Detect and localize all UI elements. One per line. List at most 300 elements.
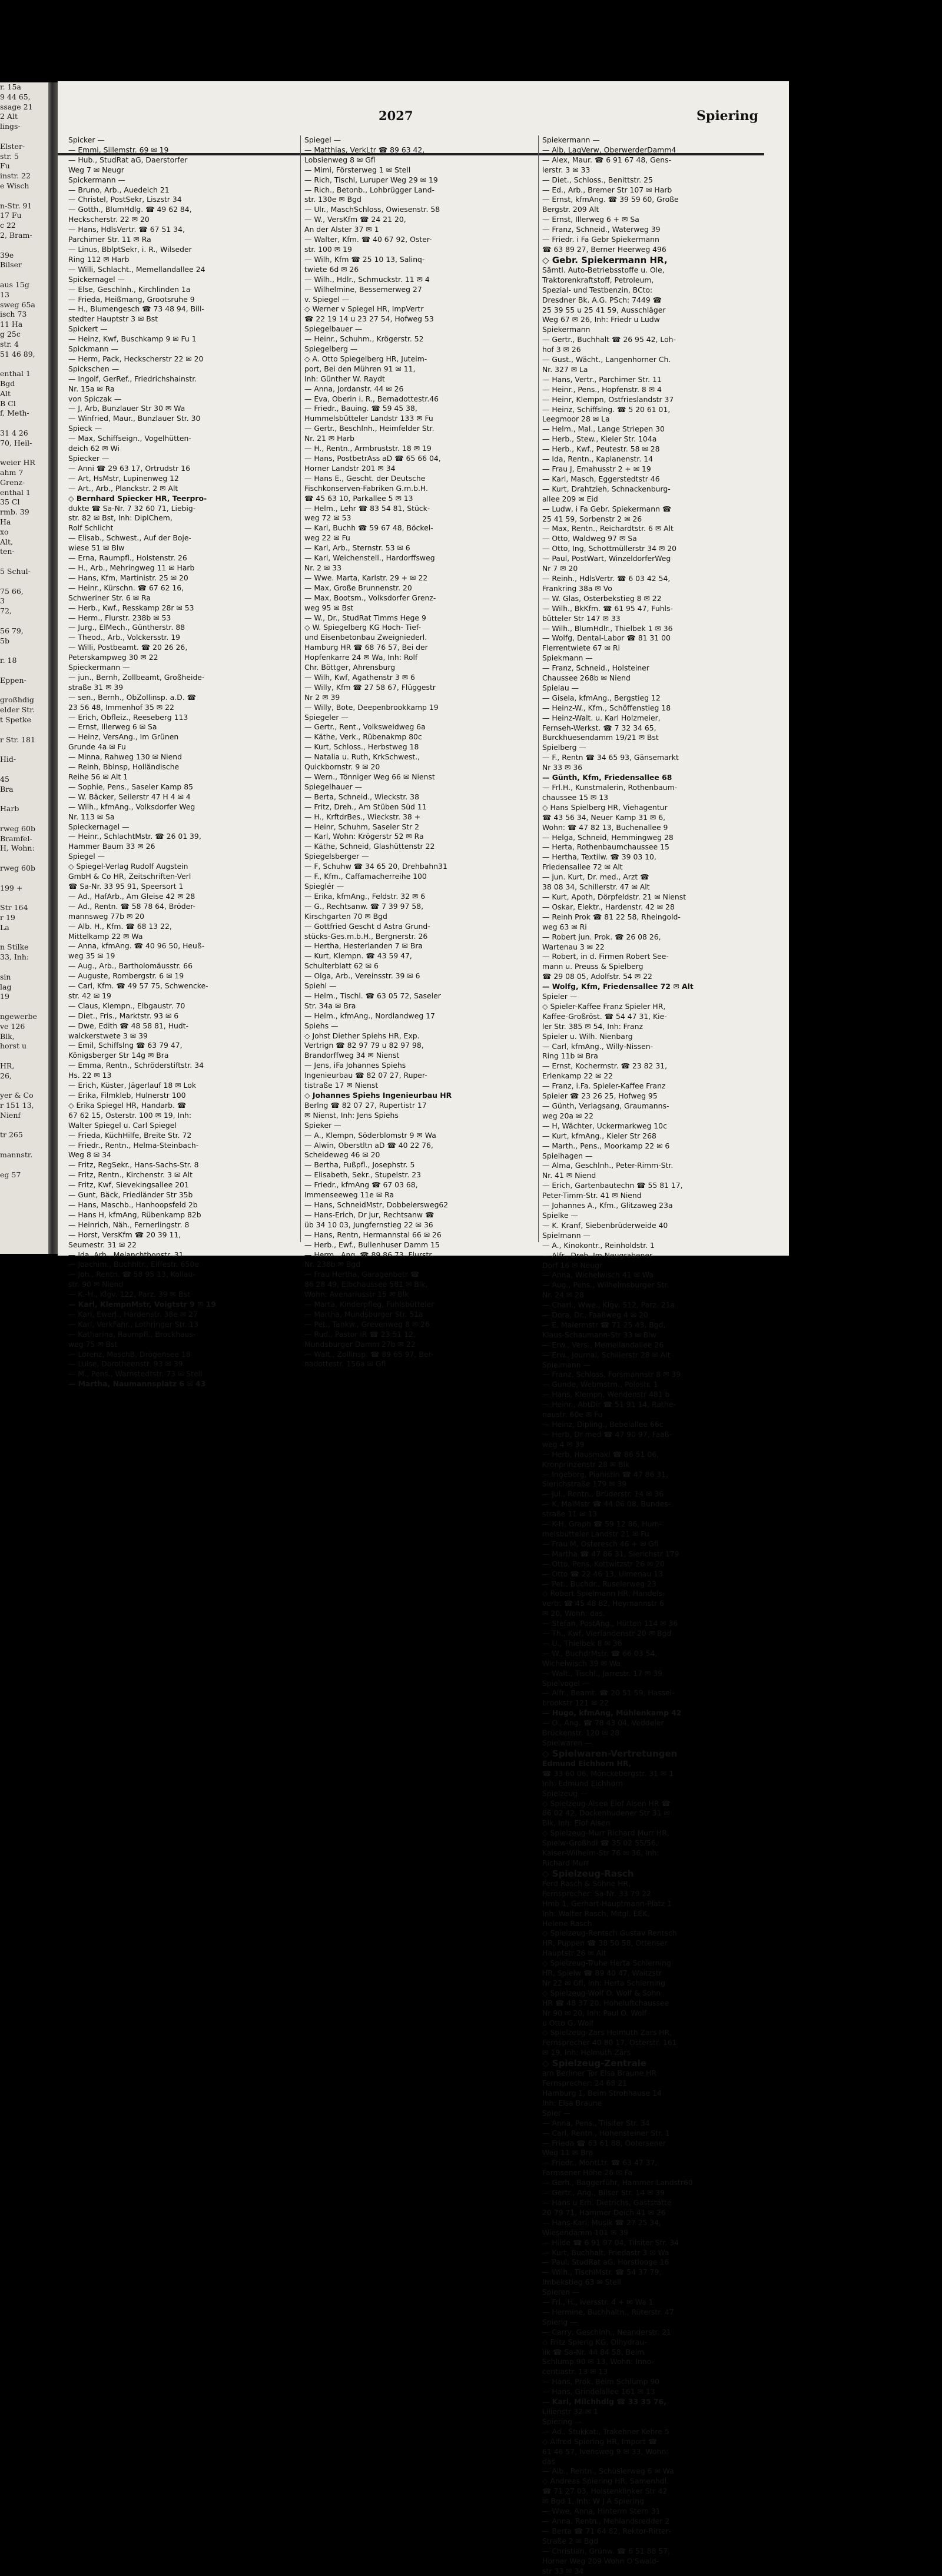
- directory-entry: Nr. 113 ✉ Sa: [68, 812, 292, 822]
- directory-entry: — Heinr., Pens., Hopfenstr. 8 ✉ 4: [542, 385, 772, 395]
- directory-entry: — Martha, Naumannsplatz 6 ✉ 43: [68, 1379, 292, 1389]
- directory-entry: Lobsienweg 8 ✉ Gfl: [304, 155, 534, 165]
- facing-page-fragment: 75 66,: [0, 587, 48, 597]
- facing-page-fragment: 17 Fu: [0, 211, 48, 221]
- facing-page-fragment: xo: [0, 527, 48, 537]
- directory-entry: Spickschen —: [68, 364, 292, 374]
- directory-entry: ◇ Spiegel-Verlag Rudolf Augstein: [68, 862, 292, 872]
- directory-entry: — Günth, Verlagsang, Graumanns-: [542, 1101, 772, 1111]
- directory-entry: — Hans, Klempn, Wendenstr 481 b: [542, 1390, 772, 1400]
- directory-entry: Sämtl. Auto-Betriebsstoffe u. Ole,: [542, 265, 772, 275]
- directory-entry: — Alb., Rentn., Schüslerweg 6 ✉ Wa: [542, 2467, 772, 2477]
- directory-entry: — Alb. H., Kfm. ☎ 68 13 22,: [68, 922, 292, 932]
- directory-entry: — Wwe. Marta, Karlstr. 29 + ✉ 22: [304, 573, 534, 583]
- directory-entry: — Ad., HafArb., Am Gleise 42 ✉ 28: [68, 892, 292, 902]
- directory-entry: — Ulr., MaschSchloss, Owiesenstr. 58: [304, 205, 534, 215]
- directory-entry: — A., Klempn, Söderblomstr 9 ✉ Wa: [304, 1131, 534, 1141]
- directory-entry: — Art., Arb., Planckstr. 2 ✉ Alt: [68, 484, 292, 494]
- running-head: Spiering: [696, 108, 758, 124]
- directory-entry: dukte ☎ Sa-Nr. 7 32 60 71, Liebig-: [68, 504, 292, 514]
- directory-entry: — Walt., Zollinsp. ☎ 89 65 97, Ber-: [304, 1350, 534, 1360]
- directory-entry: Lilienstr 32 ✉ 1: [542, 2407, 772, 2417]
- directory-entry: — Elisab., Schwest., Auf der Boje-: [68, 533, 292, 543]
- directory-entry: — Anna, Pens., Tilsiter Str. 34: [542, 2119, 772, 2129]
- directory-entry: — K, MalMstr ☎ 44 06 08, Bundes-: [542, 1499, 772, 1509]
- directory-entry: Ring 11b ✉ Bra: [542, 1051, 772, 1061]
- directory-entry: — Kurt, Klempn. ☎ 43 59 47,: [304, 951, 534, 961]
- directory-entry: — M., Pens., Warnstedtstr. 73 ✉ Stell: [68, 1369, 292, 1379]
- directory-entry: Horner Landstr 201 ✉ 34: [304, 464, 534, 474]
- directory-entry: — H., Blumengesch ☎ 73 48 94, Bill-: [68, 304, 292, 314]
- directory-entry: bütteler Str 147 ✉ 33: [542, 614, 772, 624]
- directory-entry: — Wilh., Hdlr., Schmuckstr. 11 ✉ 4: [304, 275, 534, 285]
- directory-entry: — W., Dr., StudRat Timms Hege 9: [304, 613, 534, 623]
- directory-entry: — Kurt, Buchhalt, Friedastr 3 ✉ Wa: [542, 2248, 772, 2258]
- directory-entry: Vertrign ☎ 82 97 79 u 82 97 98,: [304, 1041, 534, 1051]
- directory-entry: — Claus, Klempn., Elbgaustr. 70: [68, 1001, 292, 1011]
- directory-entry: Hamburg HR ☎ 68 76 57, Bei der: [304, 643, 534, 653]
- directory-entry: Chr. Böttger, Ahrensburg: [304, 663, 534, 673]
- directory-entry: — Ingeborg, Pianistin ☎ 47 86 31,: [542, 1470, 772, 1480]
- directory-entry: — Wilh., kfmAng., Volksdorfer Weg: [68, 802, 292, 812]
- directory-entry: — Wilhelmine, Bessemerweg 27: [304, 285, 534, 295]
- directory-entry: — Hans, Grindelallee 161 ✉ 13: [542, 2387, 772, 2397]
- directory-entry: Helene Rasch: [542, 1919, 772, 1929]
- facing-page-fragment: Hid-: [0, 755, 48, 765]
- directory-entry: Nr. 21 ✉ Harb: [304, 434, 534, 444]
- directory-entry: Spiecker —: [68, 454, 292, 464]
- directory-entry: — Frl.H., Kunstmalerin, Rothenbaum-: [542, 783, 772, 793]
- facing-page-fragment: Alt,: [0, 537, 48, 547]
- facing-page-fragment: Harb: [0, 804, 48, 814]
- directory-entry: — Willi, Schlacht., Memellandallee 24: [68, 265, 292, 275]
- directory-entry: — W., VersKfm ☎ 24 21 20,: [304, 215, 534, 225]
- column-1: [68, 135, 292, 1242]
- facing-page-fragment: [0, 962, 48, 972]
- directory-entry: — Hans E., Gescht. der Deutsche: [304, 474, 534, 484]
- directory-entry: Spieler u. Wilh. Nienbarg: [542, 1032, 772, 1042]
- directory-entry: — K-H, Graph ☎ 59 12 86, Hum-: [542, 1519, 772, 1529]
- directory-entry: Burckhuesendamm 19/21 ✉ Bst: [542, 733, 772, 743]
- scanner-background: [789, 0, 942, 1282]
- directory-entry: — Heinrich, Näh., Fernerlingstr. 8: [68, 1220, 292, 1230]
- directory-entry: Farmsener Höhe 26 ✉ Fa: [542, 2168, 772, 2178]
- directory-entry: allee 209 ✉ Eid: [542, 494, 772, 504]
- directory-entry: — Emil, Schiffslng ☎ 63 79 47,: [68, 1041, 292, 1051]
- directory-entry: — Else, Geschlnh., Kirchlinden 1a: [68, 285, 292, 295]
- directory-entry: — Gunt, Bäck, Friedländer Str 35b: [68, 1190, 292, 1200]
- directory-entry: str 33 ✉ 34: [542, 2567, 772, 2576]
- directory-entry: — Emmi, Sillemstr. 69 ✉ 19: [68, 145, 292, 155]
- facing-page-fragment: 5 Schul-: [0, 567, 48, 577]
- directory-entry: v. Spiegel —: [304, 295, 534, 305]
- facing-page-fragment: großhdig: [0, 695, 48, 705]
- directory-entry: Spiegelsberger —: [304, 852, 534, 862]
- directory-entry: — Frau M, Osteresch 46 + ✉ Gfl: [542, 1539, 772, 1549]
- directory-entry: ◇ Spielzeug-Murr Richard Murr HR,: [542, 1828, 772, 1838]
- directory-entry: — Friedr., Rentn., Helma-Steinbach-: [68, 1141, 292, 1151]
- directory-entry: ☎ 71 27 03, Holstenklinker Str 42: [542, 2487, 772, 2497]
- directory-entry: Weg 11 ✉ Bra: [542, 2148, 772, 2158]
- facing-page-fragment: e Wisch: [0, 181, 48, 191]
- directory-entry: — Herb., Stew., Kieler Str. 104a: [542, 434, 772, 444]
- directory-entry: Chaussee 268b ✉ Niend: [542, 673, 772, 683]
- facing-page-fragment: 26,: [0, 1071, 48, 1081]
- directory-entry: Sierichstraße 179 ✉ 39: [542, 1479, 772, 1489]
- directory-entry: — Rich, Tischl, Luruper Weg 29 ✉ 19: [304, 175, 534, 185]
- facing-page-fragment: f, Meth-: [0, 409, 48, 419]
- directory-entry: und Eisenbetonbau Zweigniederl.: [304, 633, 534, 643]
- facing-page-fragment: [0, 241, 48, 251]
- facing-page-fragment: 9 44 65,: [0, 92, 48, 102]
- directory-entry: Spickermann —: [68, 175, 292, 185]
- directory-entry: GmbH & Co HR, Zeitschriften-Verl: [68, 872, 292, 882]
- directory-entry: Ingenieurbau ☎ 82 07 27, Ruper-: [304, 1071, 534, 1081]
- directory-entry: ☎ 33 60 06, Mönckebergstr. 31 ✉ 1: [542, 1769, 772, 1779]
- directory-entry: ◇ Spielzeug-Truhe Herta Schierning: [542, 1958, 772, 1968]
- directory-entry: Ferd Rasch & Söhne HR,: [542, 1879, 772, 1889]
- directory-entry: — Joh., Rentn. ☎ 58 95 13, Kollau-: [68, 1270, 292, 1280]
- directory-entry: Spielw-Großhdl ☎ 35 02 55/56,: [542, 1838, 772, 1848]
- directory-entry: — Christel, PostSekr, Liszstr 34: [68, 195, 292, 205]
- directory-entry: Hamburg 1, Beim Strohhause 14: [542, 2089, 772, 2099]
- directory-entry: — Pet., Tankw., Grevenweg 8 ✉ 26: [304, 1320, 534, 1330]
- page-number: 2027: [379, 108, 413, 123]
- directory-entry: — Paul, StudRat aG, Horstlooge 16: [542, 2258, 772, 2268]
- directory-entry: — Linus, BblptSekr, i. R., Wilseder: [68, 245, 292, 255]
- directory-entry: Inh: Edmund Eichhorn: [542, 1779, 772, 1789]
- directory-entry: — O., Ang. ☎ 78 43 04, Veddeler: [542, 1718, 772, 1728]
- facing-page-fragment: 51 46 89,: [0, 350, 48, 360]
- directory-entry: Nr. 24 ✉ 28: [542, 1290, 772, 1300]
- directory-entry: — Heinr., AbtDir ☎ 51 91 14, Rathe-: [542, 1400, 772, 1410]
- directory-entry: — Reinh Prok ☎ 81 22 58, Rheingold-: [542, 912, 772, 922]
- facing-page-fragment: [0, 794, 48, 804]
- facing-page-fragment: [0, 666, 48, 676]
- directory-entry: — Berta ☎ 71 64 82, Rektor-Ritter-: [542, 2527, 772, 2537]
- directory-entry: ✉ Nienst, Inh: Jens Spiehs: [304, 1111, 534, 1121]
- facing-page-fragment: elder Str.: [0, 705, 48, 715]
- directory-entry: Blk, Inh: Elof Alsen: [542, 1818, 772, 1828]
- facing-page-fragment: 5b: [0, 636, 48, 646]
- directory-entry: — Anni ☎ 29 63 17, Ortrudstr 16: [68, 464, 292, 474]
- directory-entry: Friedensallee 72 ✉ Alt: [542, 862, 772, 872]
- directory-entry: — Ernst, kfmAng. ☎ 39 59 60, Große: [542, 195, 772, 205]
- facing-page-fragment: ahm 7: [0, 468, 48, 478]
- directory-entry: — Ernst, Illerweg 6 + ✉ Sa: [542, 215, 772, 225]
- facing-page-fragment: 13: [0, 290, 48, 300]
- directory-entry: — Wolfg, Dental-Labor ☎ 81 31 00: [542, 633, 772, 643]
- directory-entry: — Karl, Weichenstell., Hardorffsweg: [304, 553, 534, 563]
- directory-entry: — U., Thielbek 8 ✉ 36: [542, 1639, 772, 1649]
- directory-entry: — Herb., Kwf., Peutestr. 58 ✉ 28: [542, 444, 772, 454]
- directory-entry: — Alfr., Dreh, Im Neugrabener: [542, 1251, 772, 1261]
- facing-page-fragment: Fu: [0, 161, 48, 171]
- directory-entry: HR ☎ 48 37 20, Hoheluftchaussee: [542, 1999, 772, 2009]
- facing-page-fragment: Bgd: [0, 379, 48, 389]
- directory-entry: — Heinr., SchlachtMstr. ☎ 26 01 39,: [68, 832, 292, 842]
- facing-page-fragment: 199 +: [0, 884, 48, 894]
- directory-entry: Spieker —: [304, 1121, 534, 1131]
- directory-entry: Fernsprecher: 24 68 21: [542, 2079, 772, 2089]
- directory-entry: — Karl, Ewerl., Hardenstr. 38e ✉ 27: [68, 1310, 292, 1320]
- directory-entry: — Herb, Dr med ☎ 47 90 97, Faaß-: [542, 1430, 772, 1440]
- directory-entry: — Friedr. i Fa Gebr Spiekermann: [542, 235, 772, 245]
- facing-page-fragment: Elster-: [0, 142, 48, 152]
- facing-page-fragment: [0, 646, 48, 656]
- directory-entry: — Heinr., Schuhm., Krögerstr. 52: [304, 334, 534, 344]
- facing-page-fragment: Bra: [0, 785, 48, 795]
- directory-entry: — Helm., Tischl. ☎ 63 05 72, Saseler: [304, 991, 534, 1001]
- directory-entry: — Hans, Maschb., Hanhoopsfeld 2b: [68, 1200, 292, 1210]
- directory-entry: Spieck —: [68, 424, 292, 434]
- directory-entry: — Ernst, Illerweg 6 ✉ Sa: [68, 722, 292, 732]
- directory-entry: — Minna, Rahweg 130 ✉ Niend: [68, 752, 292, 762]
- directory-entry: — Hans, Prok. Beim Schlump 90: [542, 2377, 772, 2387]
- directory-entry: — Franz, Schneid., Holsteiner: [542, 663, 772, 673]
- facing-page-fragment: 39e: [0, 251, 48, 261]
- directory-entry: — Otto, Ing, Schottmüllerstr 34 ✉ 20: [542, 544, 772, 554]
- facing-page-fragment: Bramfel-: [0, 834, 48, 844]
- directory-entry: — Oskar, Elektr., Hardenstr. 42 ✉ 28: [542, 902, 772, 912]
- directory-entry: — Herta, Rothenbaumchaussee 15: [542, 842, 772, 852]
- facing-page-fragment: eg 57: [0, 1170, 48, 1180]
- directory-entry: ◇ A. Otto Spiegelberg HR, Juteim-: [304, 354, 534, 364]
- directory-entry: straße 11 ✉ 13: [542, 1509, 772, 1519]
- facing-page-fragment: sin: [0, 972, 48, 982]
- directory-entry: — Franz, i.Fa. Spieler-Kaffee Franz: [542, 1081, 772, 1091]
- facing-page-fragment: r. 18: [0, 656, 48, 666]
- directory-entry: Nr. 238b ✉ Bgd: [304, 1260, 534, 1270]
- directory-entry: — Herb, Hausmakl ☎ 86 51 06,: [542, 1450, 772, 1460]
- directory-entry: ☎ 63 89 27, Berner Heerweg 496: [542, 245, 772, 255]
- directory-entry: — Diet., Fris., Marktstr. 93 ✉ 6: [68, 1011, 292, 1021]
- facing-page-fragment: ve 126: [0, 1022, 48, 1032]
- directory-entry: str. 100 ✉ 19: [304, 245, 534, 255]
- column-2: [300, 135, 534, 1242]
- directory-entry: — A., Kinokontr., Reinholdstr. 1: [542, 1241, 772, 1251]
- directory-entry: Mittelkamp 22 ✉ Wa: [68, 932, 292, 942]
- directory-entry: — Hugo, kfmAng, Mühlenkamp 42: [542, 1708, 772, 1718]
- facing-page-fragment: 2 Alt: [0, 112, 48, 122]
- directory-entry: — Walter, Kfm. ☎ 40 67 92, Oster-: [304, 235, 534, 245]
- directory-entry: Wohn: Avenariusstr 15 ✉ Blk: [304, 1290, 534, 1300]
- directory-entry: Klaus-Schaumann-Str 33 ✉ Blw: [542, 1330, 772, 1340]
- directory-entry: Dresdner Bk. A.G. PSch: 7449 ☎: [542, 296, 772, 306]
- directory-entry: — K.-H., Klgv. 122, Parz. 39 ✉ Bst: [68, 1290, 292, 1300]
- directory-entry: Peter-Timm-Str. 41 ✉ Niend: [542, 1191, 772, 1201]
- facing-page-fragment: 33, Inh:: [0, 952, 48, 962]
- directory-entry: Schlump 90 ✉ 13, Wohn: Inno-: [542, 2357, 772, 2367]
- directory-entry: — Max, Bootsm., Volksdorfer Grenz-: [304, 593, 534, 603]
- directory-entry: — Katharina, Raumpfl., Brockhaus-: [68, 1330, 292, 1340]
- directory-entry: — Heinr, Klempn, Ostfrieslandstr 37: [542, 395, 772, 405]
- directory-entry: Quickbornstr. 9 ✉ 20: [304, 762, 534, 772]
- directory-entry: — Wilh, Kfm ☎ 25 10 13, Salinq-: [304, 255, 534, 265]
- directory-entry: — Gisela, kfmAng., Bergstieg 12: [542, 693, 772, 703]
- directory-entry: — Jurg., ElMech., Güntherstr. 88: [68, 623, 292, 633]
- directory-entry: — Hans, HdlsVertr. ☎ 67 51 34,: [68, 225, 292, 235]
- directory-entry: ✉ 19, Inh: Helmuth Zars: [542, 2048, 772, 2058]
- directory-entry: ◇ Alfred Spiering HR, Import ☎: [542, 2437, 772, 2447]
- facing-page-fragment: Bilser: [0, 260, 48, 270]
- facing-page-fragment: 3: [0, 596, 48, 606]
- directory-entry: Walter Spiegel u. Carl Spiegel: [68, 1121, 292, 1131]
- directory-entry: — W. Bäcker, Seilerstr 47 H 4 ✉ 4: [68, 792, 292, 802]
- directory-entry: — Franz, Schneid., Waterweg 39: [542, 225, 772, 235]
- facing-page-fragment: [0, 893, 48, 903]
- facing-page-fragment: tr 265: [0, 1130, 48, 1140]
- directory-entry: — Johannes A., Kfm., Glitzaweg 23a: [542, 1201, 772, 1211]
- directory-entry: — Dora, Dr., Faaßweg 4 ✉ 20: [542, 1310, 772, 1320]
- directory-entry: str. 130e ✉ Bgd: [304, 195, 534, 205]
- directory-entry: — Berta, Schneid., Wieckstr. 38: [304, 792, 534, 802]
- directory-entry: — Theod., Arb., Volckersstr. 19: [68, 633, 292, 643]
- directory-entry: — Otto ☎ 22 46 13, Ulmenau 13: [542, 1569, 772, 1579]
- directory-entry: Spiekmann —: [542, 653, 772, 663]
- directory-entry: Fernsprecher 40 80 17, Osterstr. 161: [542, 2038, 772, 2048]
- facing-page-fragment: 11 Ha: [0, 320, 48, 330]
- directory-entry: Berlng ☎ 82 07 27, Rupertistr 17: [304, 1101, 534, 1111]
- directory-entry: — Horst, VersKfm ☎ 20 39 11,: [68, 1230, 292, 1240]
- directory-entry: — Kurt, kfmAng., Kieler Str 268: [542, 1131, 772, 1141]
- directory-entry: Spiegelberg —: [304, 344, 534, 354]
- directory-entry: An der Alster 37 ✉ 1: [304, 225, 534, 235]
- directory-entry: — Ed., Arb., Bremer Str 107 ✉ Harb: [542, 185, 772, 195]
- directory-entry: Ring 112 ✉ Harb: [68, 255, 292, 265]
- directory-entry: — Otto, Pens, Kottwitzstr 26 ✉ 20: [542, 1559, 772, 1569]
- directory-entry: stedter Hauptstr 3 ✉ Bst: [68, 314, 292, 324]
- directory-entry: — Sophie, Pens., Saseler Kamp 85: [68, 782, 292, 792]
- directory-entry: — Art, HsMstr, Lupinenweg 12: [68, 474, 292, 484]
- directory-entry: Spickert —: [68, 324, 292, 334]
- directory-entry: — H., Rentn., Armbruststr. 18 ✉ 19: [304, 444, 534, 454]
- facing-page-fragment: [0, 1121, 48, 1131]
- directory-entry: — Ad., Rentn. ☎ 58 78 64, Bröder-: [68, 902, 292, 912]
- directory-entry: — Frau Hertha, Garagenbetr ☎: [304, 1270, 534, 1280]
- directory-entry: naustr. 60e ✉ Fu: [542, 1410, 772, 1420]
- directory-entry: Spielzeug —: [542, 1789, 772, 1799]
- directory-entry: twiete 6d ✉ 26: [304, 265, 534, 275]
- directory-entry: — H., Arb., Mehringweg 11 ✉ Harb: [68, 563, 292, 573]
- column-3: [538, 135, 772, 1242]
- facing-page-fragment: Grenz-: [0, 478, 48, 488]
- directory-entry: Nr. 41 ✉ Niend: [542, 1171, 772, 1181]
- directory-entry: 38 08 34, Schillerstr. 47 ✉ Alt: [542, 882, 772, 892]
- directory-entry: weg 4 ✉ 39: [542, 1440, 772, 1450]
- directory-entry: Nr. 15a ✉ Ra: [68, 384, 292, 394]
- directory-entry: — Eva, Oberin i. R., Bernadottestr.46: [304, 394, 534, 404]
- directory-entry: Nr 7 ✉ 20: [542, 564, 772, 574]
- directory-entry: — Gerh., Baggerführ, Hammer Landstr60: [542, 2178, 772, 2188]
- facing-page-fragment: La: [0, 923, 48, 933]
- directory-entry: — Emma, Rentn., Schröderstiftstr. 34: [68, 1061, 292, 1071]
- directory-entry: weg 63 ✉ Ri: [542, 922, 772, 932]
- facing-page-fragment: ssage 21: [0, 102, 48, 112]
- directory-entry: ◇ Hans Spielberg HR, Viehagentur: [542, 803, 772, 813]
- directory-entry: ☎ 22 19 14 u 23 27 54, Hofweg 53: [304, 314, 534, 324]
- directory-entry: 86 02 42, Dockenhudener Str 31 ✉: [542, 1808, 772, 1818]
- directory-entry: ◇ Spielzeug-Rentsch Gustav Rentsch: [542, 1928, 772, 1938]
- facing-page-fragment: [0, 1081, 48, 1091]
- facing-page-fragment: lag: [0, 982, 48, 992]
- directory-entry: ◇ Robert Spielmann HR, Handels-: [542, 1589, 772, 1599]
- facing-page-fragment: [0, 1051, 48, 1061]
- facing-page-fragment: r 151 13,: [0, 1101, 48, 1111]
- directory-entry: Edmund Eichhorn HR,: [542, 1759, 772, 1769]
- directory-entry: — Max, Schiffseign., Vogelhütten-: [68, 434, 292, 444]
- directory-entry: Nr 2 ✉ 39: [304, 693, 534, 703]
- directory-entry: — Olga, Arb., Vereinsstr. 39 ✉ 6: [304, 971, 534, 981]
- facing-page-fragment: [0, 933, 48, 943]
- directory-entry: — Karl, VerkFahr., Lothringer Str. 13: [68, 1320, 292, 1330]
- directory-entry: Nr 22 ✉ Gfl, Inh: Herta Schierning: [542, 1979, 772, 1989]
- facing-page-fragment: r 19: [0, 913, 48, 923]
- directory-entry: — Kurt, Drahtzieh, Schnackenburg-: [542, 484, 772, 494]
- directory-entry: — Rich., Betonb., Lohbrügger Land-: [304, 185, 534, 195]
- directory-entry: — Reinh, Bblnsp, Holländische: [68, 762, 292, 772]
- facing-page-fragment: 31 4 26: [0, 429, 48, 439]
- directory-entry: Frankring 38a ✉ Vo: [542, 584, 772, 594]
- facing-page-fragment: [0, 765, 48, 775]
- directory-entry: Nr 90 ✉ 20, Inh: Paul O. Wolf: [542, 2009, 772, 2019]
- directory-entry: stücks-Ges.m.b.H., Bergnerstr. 26: [304, 932, 534, 942]
- directory-entry: str. 82 ✉ Bst, Inh: DiplChem,: [68, 513, 292, 523]
- directory-entry: 23 56 48, Immenhof 35 ✉ 22: [68, 703, 292, 713]
- facing-page-fragment: 56 79,: [0, 626, 48, 636]
- directory-entry: Kirschgarten 70 ✉ Bgd: [304, 912, 534, 922]
- directory-entry: — W., BuchdrMstr. ☎ 66 03 54,: [542, 1649, 772, 1659]
- facing-page-fragment: [0, 191, 48, 201]
- directory-entry: — Wern., Tönniger Weg 66 ✉ Nienst: [304, 772, 534, 782]
- directory-entry: — Erich, Küster, Jägerlauf 18 ✉ Lok: [68, 1081, 292, 1091]
- directory-entry: Dorf 16 ✉ Neugr: [542, 1261, 772, 1271]
- directory-entry: — Bruno, Arb., Auedeich 21: [68, 185, 292, 195]
- directory-entry: — K. Kranf, Siebenbrüderweide 40: [542, 1221, 772, 1231]
- directory-entry: — Alfr., Beamt. ☎ 20 51 59, Hassel-: [542, 1688, 772, 1698]
- directory-entry: — Jul., Rentn., Brüderstr. 14 ✉ 36: [542, 1489, 772, 1499]
- directory-entry: Spiegelhauer —: [304, 782, 534, 792]
- directory-entry: Spiegel —: [304, 135, 534, 145]
- facing-page-fragment: enthal 1: [0, 488, 48, 498]
- directory-entry: weg 75 ✉ Bst: [68, 1340, 292, 1350]
- directory-entry: — Carry, Geschlnh., Neanderstr. 21: [542, 2328, 772, 2338]
- directory-entry: — J, Arb, Bunzlauer Str 30 ✉ Wa: [68, 404, 292, 414]
- directory-entry: Spieren —: [542, 2288, 772, 2298]
- directory-entry: Hammer Baum 33 ✉ 26: [68, 842, 292, 852]
- directory-entry: Nr 33 ✉ 36: [542, 763, 772, 773]
- directory-entry: — Pet., Buchdr., Ruselerweg 23: [542, 1579, 772, 1589]
- directory-entry: — Wwe, Anna, Hinterm Stern 31: [542, 2507, 772, 2517]
- facing-page-fragment: 2, Bram-: [0, 231, 48, 241]
- directory-entry: chaussee 15 ✉ 13: [542, 793, 772, 803]
- directory-entry: Flerrentwiete 67 ✉ Ri: [542, 643, 772, 653]
- directory-entry: ◇ Johannes Spiehs Ingenieurbau HR: [304, 1091, 534, 1101]
- directory-entry: weg 95 ✉ Bst: [304, 603, 534, 613]
- facing-page-fragment: [0, 132, 48, 142]
- directory-entry: Spier —: [542, 2109, 772, 2119]
- directory-entry: weg 22 ✉ Fu: [304, 533, 534, 543]
- directory-entry: Spiehs —: [304, 1021, 534, 1031]
- facing-page-fragment: 35 Cl: [0, 497, 48, 507]
- facing-page-fragment: c 22: [0, 221, 48, 231]
- directory-entry: — F, Schuhw ☎ 34 65 20, Drehbahn31: [304, 862, 534, 872]
- facing-page-fragment: [0, 448, 48, 458]
- facing-page-fragment: [0, 1160, 48, 1170]
- directory-entry: nadottestr. 156a ✉ Gfl: [304, 1359, 534, 1369]
- directory-entry: — Alex, Maur. ☎ 6 91 67 48, Gens-: [542, 155, 772, 165]
- directory-entry: 61 46 57, Ivensweg 9 ✉ 33, Wohn:: [542, 2447, 772, 2457]
